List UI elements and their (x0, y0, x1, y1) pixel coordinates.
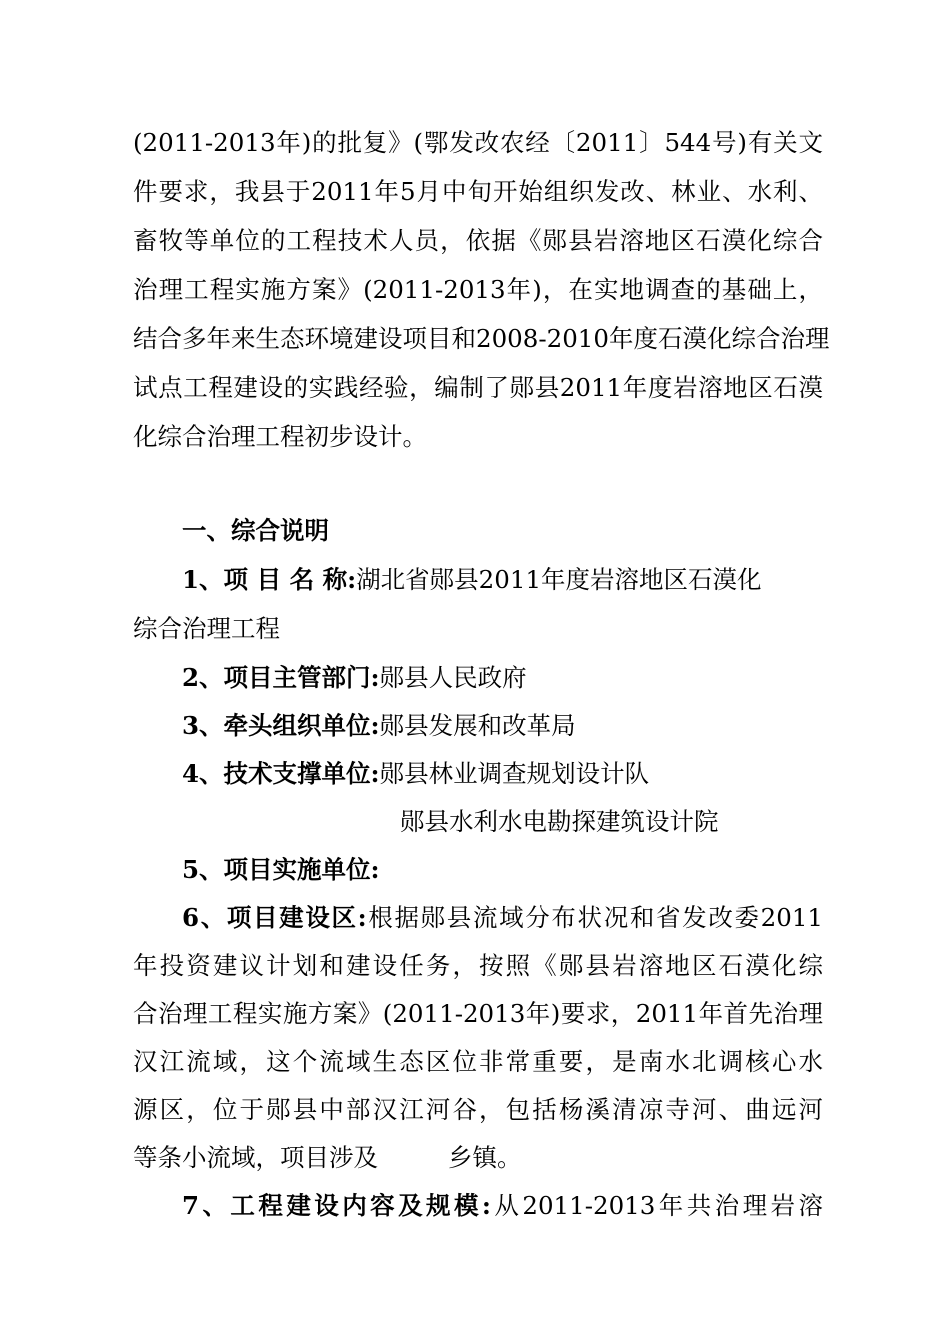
item-value: 湖北省郧县2011年度岩溶地区石漠化 (356, 565, 762, 594)
item-value: 郧县发展和改革局 (379, 711, 576, 740)
item-label: 6、项目建设区: (182, 903, 367, 932)
item-project-name (182, 560, 823, 600)
item-tech-support (182, 754, 823, 794)
item-label: 3、牵头组织单位: (182, 711, 380, 740)
intro-line-4: 治理工程实施方案》(2011-2013年)，在实地调查的基础上， (133, 275, 823, 304)
item-value: 郧县人民政府 (379, 663, 527, 692)
intro-line-5: 结合多年来生态环境建设项目和2008-2010年度石漠化综合治理 (133, 324, 830, 353)
section-heading: 一、综合说明 (182, 516, 329, 545)
item-label: 5、项目实施单位: (182, 855, 380, 884)
item-project-name-cont: 综合治理工程 (133, 614, 280, 643)
intro-line-7: 化综合治理工程初步设计。 (133, 422, 427, 451)
item-construction-area-l5: 源区，位于郧县中部汉江河谷，包括杨溪清凉寺河、曲远河 (133, 1095, 823, 1124)
item-construction-scope (182, 1186, 823, 1226)
item-text: 乡镇。 (448, 1143, 522, 1172)
item-value: 根据郧县流域分布状况和省发改委2011 (366, 903, 823, 932)
item-implementing-unit (182, 850, 823, 890)
item-label: 4、技术支撑单位: (182, 759, 380, 788)
item-label: 1、项 目 名 称: (182, 565, 357, 594)
item-label: 2、项目主管部门: (182, 663, 380, 692)
item-construction-area-l6 (133, 1138, 823, 1178)
item-text: 等条小流域，项目涉及 (133, 1143, 378, 1172)
intro-line-2: 件要求，我县于2011年5月中旬开始组织发改、林业、水利、 (133, 177, 823, 206)
item-value: 从2011-2013年共治理岩溶 (490, 1191, 823, 1220)
item-construction-area (182, 898, 823, 938)
item-lead-org (182, 706, 823, 746)
item-construction-area-l3: 合治理工程实施方案》(2011-2013年)要求，2011年首先治理 (133, 999, 823, 1028)
item-tech-support-2: 郧县水利水电勘探建筑设计院 (400, 807, 719, 836)
item-value: 郧县林业调查规划设计队 (379, 759, 650, 788)
item-construction-area-l4: 汉江流域，这个流域生态区位非常重要，是南水北调核心水 (133, 1047, 823, 1076)
item-supervising-dept (182, 658, 823, 698)
item-construction-area-l2: 年投资建议计划和建设任务，按照《郧县岩溶地区石漠化综 (133, 951, 823, 980)
intro-line-3: 畜牧等单位的工程技术人员，依据《郧县岩溶地区石漠化综合 (133, 226, 823, 255)
item-label: 7、工程建设内容及规模: (182, 1191, 491, 1220)
intro-line-1: (2011-2013年)的批复》(鄂发改农经〔2011〕544号)有关文 (133, 128, 823, 157)
intro-line-6: 试点工程建设的实践经验，编制了郧县2011年度岩溶地区石漠 (133, 373, 823, 402)
